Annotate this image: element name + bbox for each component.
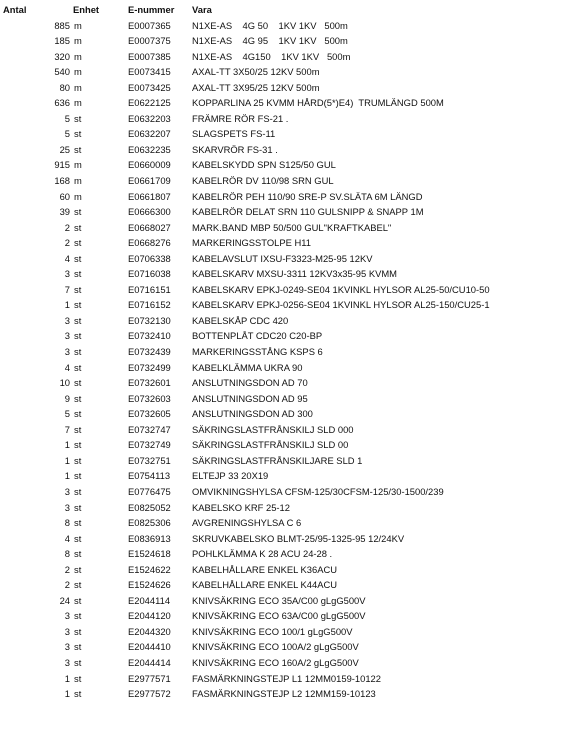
cell-enummer: E0666300 xyxy=(128,206,171,218)
cell-enhet: st xyxy=(74,501,82,513)
cell-enhet: st xyxy=(74,128,82,140)
cell-vara: ANSLUTNINGSDON AD 95 xyxy=(192,392,308,404)
cell-vara: KABELSKARV EPKJ-0249-SE04 1KVINKL HYLSOR AL25-50/CU10-50 xyxy=(192,283,490,295)
cell-enhet: st xyxy=(74,252,82,264)
cell-enhet: st xyxy=(74,377,82,389)
cell-antal: 1 xyxy=(64,470,70,482)
cell-vara: MARKERINGSSTÅNG KSPS 6 xyxy=(192,346,323,358)
cell-enhet: st xyxy=(74,112,82,124)
cell-enhet: m xyxy=(74,81,82,93)
cell-enummer: E2044410 xyxy=(128,641,171,653)
cell-vara: SÄKRINGSLASTFRÅNSKILJARE SLD 1 xyxy=(192,454,363,466)
cell-enummer: E0732751 xyxy=(128,454,171,466)
table-row xyxy=(0,173,568,189)
cell-antal: 24 xyxy=(59,594,70,606)
cell-enhet: st xyxy=(74,517,82,529)
cell-enummer: E2044120 xyxy=(128,610,171,622)
table-header-row xyxy=(0,2,568,18)
cell-enhet: m xyxy=(74,159,82,171)
cell-antal: 2 xyxy=(64,237,70,249)
table-row xyxy=(0,235,568,251)
cell-antal: 4 xyxy=(64,532,70,544)
cell-antal: 3 xyxy=(64,656,70,668)
cell-enummer: E2044114 xyxy=(128,594,171,606)
cell-vara: KNIVSÄKRING ECO 63A/C00 gLgG500V xyxy=(192,610,366,622)
cell-vara: SÄKRINGSLASTFRÅNSKILJ SLD 00 xyxy=(192,439,349,451)
cell-enummer: E1524622 xyxy=(128,563,171,575)
table-row xyxy=(0,593,568,609)
table-row xyxy=(0,142,568,158)
table-row xyxy=(0,220,568,236)
cell-antal: 3 xyxy=(64,314,70,326)
cell-enummer: E0632203 xyxy=(128,112,171,124)
table-row xyxy=(0,157,568,173)
cell-enhet: st xyxy=(74,143,82,155)
table-row xyxy=(0,266,568,282)
cell-antal: 8 xyxy=(64,517,70,529)
cell-antal: 9 xyxy=(64,392,70,404)
cell-enummer: E0825306 xyxy=(128,517,171,529)
cell-antal: 636 xyxy=(54,97,70,109)
cell-enummer: E0632207 xyxy=(128,128,171,140)
table-row xyxy=(0,562,568,578)
table-body xyxy=(0,18,568,702)
cell-antal: 7 xyxy=(64,283,70,295)
cell-enhet: st xyxy=(74,579,82,591)
cell-antal: 39 xyxy=(59,206,70,218)
cell-enhet: st xyxy=(74,563,82,575)
material-list-table xyxy=(0,2,568,702)
table-row xyxy=(0,375,568,391)
cell-vara: FASMÄRKNINGSTEJP L2 12MM159-10123 xyxy=(192,688,376,700)
cell-antal: 3 xyxy=(64,485,70,497)
cell-enhet: st xyxy=(74,439,82,451)
cell-vara: FASMÄRKNINGSTEJP L1 12MM0159-10122 xyxy=(192,672,381,684)
cell-enummer: E0732605 xyxy=(128,408,171,420)
cell-vara: MARK.BAND MBP 50/500 GUL"KRAFTKABEL" xyxy=(192,221,392,233)
table-row xyxy=(0,33,568,49)
cell-vara: KABELSKÅP CDC 420 xyxy=(192,314,289,326)
cell-vara: KABELRÖR PEH 110/90 SRE-P SV.SLÄTA 6M LÄNGD xyxy=(192,190,423,202)
cell-vara: ELTEJP 33 20X19 xyxy=(192,470,269,482)
cell-enhet: st xyxy=(74,548,82,560)
table-row xyxy=(0,577,568,593)
cell-enhet: st xyxy=(74,237,82,249)
cell-antal: 2 xyxy=(64,563,70,575)
table-row xyxy=(0,686,568,702)
cell-enummer: E0732499 xyxy=(128,361,171,373)
cell-enummer: E0622125 xyxy=(128,97,171,109)
table-row xyxy=(0,624,568,640)
cell-enhet: st xyxy=(74,688,82,700)
cell-enhet: st xyxy=(74,283,82,295)
cell-enummer: E0661709 xyxy=(128,175,171,187)
cell-antal: 8 xyxy=(64,548,70,560)
cell-enummer: E0632235 xyxy=(128,143,171,155)
cell-enummer: E0706338 xyxy=(128,252,171,264)
cell-enhet: st xyxy=(74,672,82,684)
cell-antal: 185 xyxy=(54,35,70,47)
column-header-antal: Antal xyxy=(3,4,27,15)
cell-enhet: m xyxy=(74,19,82,31)
cell-antal: 3 xyxy=(64,501,70,513)
table-row xyxy=(0,344,568,360)
cell-antal: 2 xyxy=(64,579,70,591)
cell-enhet: st xyxy=(74,330,82,342)
cell-antal: 168 xyxy=(54,175,70,187)
cell-enhet: st xyxy=(74,361,82,373)
cell-enummer: E2044414 xyxy=(128,656,171,668)
cell-vara: N1XE-AS 4G150 1KV 1KV 500m xyxy=(192,50,351,62)
table-row xyxy=(0,639,568,655)
table-row xyxy=(0,18,568,34)
cell-vara: KABELSKARV EPKJ-0256-SE04 1KVINKL HYLSOR AL25-150/CU25-1 xyxy=(192,299,490,311)
cell-enhet: st xyxy=(74,625,82,637)
cell-enhet: st xyxy=(74,408,82,420)
cell-enummer: E0754113 xyxy=(128,470,171,482)
cell-vara: POHLKLÄMMA K 28 ACU 24-28 . xyxy=(192,548,333,560)
cell-enhet: m xyxy=(74,66,82,78)
cell-enummer: E0716152 xyxy=(128,299,171,311)
cell-enummer: E0073415 xyxy=(128,66,171,78)
column-header-vara: Vara xyxy=(192,4,212,15)
cell-vara: AXAL-TT 3X50/25 12KV 500m xyxy=(192,66,320,78)
cell-antal: 1 xyxy=(64,454,70,466)
cell-enhet: m xyxy=(74,50,82,62)
cell-vara: MARKERINGSSTOLPE H11 xyxy=(192,237,311,249)
table-row xyxy=(0,360,568,376)
cell-antal: 885 xyxy=(54,19,70,31)
cell-antal: 80 xyxy=(59,81,70,93)
table-row xyxy=(0,189,568,205)
cell-enummer: E1524618 xyxy=(128,548,171,560)
cell-vara: N1XE-AS 4G 50 1KV 1KV 500m xyxy=(192,19,348,31)
table-row xyxy=(0,406,568,422)
table-row xyxy=(0,80,568,96)
table-row xyxy=(0,515,568,531)
cell-antal: 2 xyxy=(64,221,70,233)
cell-antal: 3 xyxy=(64,346,70,358)
table-row xyxy=(0,500,568,516)
cell-antal: 10 xyxy=(59,377,70,389)
cell-enummer: E0716151 xyxy=(128,283,171,295)
cell-enhet: st xyxy=(74,314,82,326)
cell-vara: KABELRÖR DELAT SRN 110 GULSNIPP & SNAPP 1M xyxy=(192,206,424,218)
cell-vara: KNIVSÄKRING ECO 160A/2 gLgG500V xyxy=(192,656,359,668)
table-row xyxy=(0,671,568,687)
cell-antal: 540 xyxy=(54,66,70,78)
cell-vara: KOPPARLINA 25 KVMM HÅRD(5*)E4) TRUMLÄNGD 500M xyxy=(192,97,444,109)
cell-vara: AVGRENINGSHYLSA C 6 xyxy=(192,517,302,529)
cell-enummer: E0007365 xyxy=(128,19,171,31)
cell-enummer: E0732603 xyxy=(128,392,171,404)
cell-enummer: E0732439 xyxy=(128,346,171,358)
cell-enummer: E0732747 xyxy=(128,423,171,435)
cell-enummer: E0732601 xyxy=(128,377,171,389)
cell-antal: 4 xyxy=(64,361,70,373)
cell-enummer: E0668027 xyxy=(128,221,171,233)
cell-antal: 1 xyxy=(64,672,70,684)
cell-antal: 915 xyxy=(54,159,70,171)
cell-antal: 3 xyxy=(64,330,70,342)
cell-enhet: st xyxy=(74,423,82,435)
cell-antal: 1 xyxy=(64,439,70,451)
table-row xyxy=(0,111,568,127)
cell-antal: 60 xyxy=(59,190,70,202)
table-row xyxy=(0,313,568,329)
table-row xyxy=(0,453,568,469)
cell-enhet: st xyxy=(74,268,82,280)
cell-vara: SÄKRINGSLASTFRÅNSKILJ SLD 000 xyxy=(192,423,354,435)
cell-vara: KABELAVSLUT IXSU-F3323-M25-95 12KV xyxy=(192,252,373,264)
cell-enummer: E0668276 xyxy=(128,237,171,249)
table-row xyxy=(0,251,568,267)
table-row xyxy=(0,655,568,671)
cell-enhet: st xyxy=(74,485,82,497)
cell-enhet: st xyxy=(74,454,82,466)
cell-vara: KABELHÅLLARE ENKEL K44ACU xyxy=(192,579,338,591)
column-header-enummer: E-nummer xyxy=(128,4,175,15)
cell-antal: 5 xyxy=(64,112,70,124)
cell-vara: KNIVSÄKRING ECO 100A/2 gLgG500V xyxy=(192,641,359,653)
cell-enummer: E2044320 xyxy=(128,625,171,637)
cell-enummer: E0660009 xyxy=(128,159,171,171)
cell-enummer: E0732749 xyxy=(128,439,171,451)
cell-enhet: m xyxy=(74,175,82,187)
cell-enummer: E0007385 xyxy=(128,50,171,62)
cell-enummer: E0825052 xyxy=(128,501,171,513)
cell-vara: KABELSKYDD SPN S125/50 GUL xyxy=(192,159,336,171)
cell-enhet: st xyxy=(74,470,82,482)
cell-vara: ANSLUTNINGSDON AD 300 xyxy=(192,408,313,420)
cell-vara: AXAL-TT 3X95/25 12KV 500m xyxy=(192,81,320,93)
cell-antal: 3 xyxy=(64,625,70,637)
table-row xyxy=(0,422,568,438)
cell-vara: ANSLUTNINGSDON AD 70 xyxy=(192,377,308,389)
cell-enhet: st xyxy=(74,299,82,311)
cell-enhet: st xyxy=(74,594,82,606)
cell-antal: 5 xyxy=(64,408,70,420)
cell-vara: KNIVSÄKRING ECO 100/1 gLgG500V xyxy=(192,625,353,637)
table-row xyxy=(0,328,568,344)
cell-enummer: E2977571 xyxy=(128,672,171,684)
cell-enhet: m xyxy=(74,97,82,109)
cell-enummer: E2977572 xyxy=(128,688,171,700)
cell-antal: 320 xyxy=(54,50,70,62)
cell-vara: FRÄMRE RÖR FS-21 . xyxy=(192,112,289,124)
table-row xyxy=(0,608,568,624)
cell-antal: 1 xyxy=(64,299,70,311)
table-row xyxy=(0,95,568,111)
cell-enhet: st xyxy=(74,221,82,233)
table-row xyxy=(0,468,568,484)
cell-vara: N1XE-AS 4G 95 1KV 1KV 500m xyxy=(192,35,348,47)
table-row xyxy=(0,437,568,453)
table-row xyxy=(0,297,568,313)
cell-enummer: E0661807 xyxy=(128,190,171,202)
cell-vara: KABELRÖR DV 110/98 SRN GUL xyxy=(192,175,334,187)
table-row xyxy=(0,531,568,547)
table-row xyxy=(0,391,568,407)
cell-vara: BOTTENPLÅT CDC20 C20-BP xyxy=(192,330,323,342)
cell-enummer: E0073425 xyxy=(128,81,171,93)
cell-enummer: E1524626 xyxy=(128,579,171,591)
cell-vara: KABELSKO KRF 25-12 xyxy=(192,501,290,513)
table-row xyxy=(0,64,568,80)
cell-antal: 3 xyxy=(64,641,70,653)
cell-vara: SLAGSPETS FS-11 xyxy=(192,128,276,140)
table-row xyxy=(0,546,568,562)
cell-vara: KABELSKARV MXSU-3311 12KV3x35-95 KVMM xyxy=(192,268,397,280)
cell-enhet: m xyxy=(74,35,82,47)
cell-antal: 4 xyxy=(64,252,70,264)
cell-vara: KNIVSÄKRING ECO 35A/C00 gLgG500V xyxy=(192,594,366,606)
cell-antal: 7 xyxy=(64,423,70,435)
cell-enhet: st xyxy=(74,392,82,404)
cell-enummer: E0732130 xyxy=(128,314,171,326)
cell-enhet: st xyxy=(74,532,82,544)
cell-enummer: E0716038 xyxy=(128,268,171,280)
table-row xyxy=(0,204,568,220)
column-header-enhet: Enhet xyxy=(73,4,100,15)
table-row xyxy=(0,126,568,142)
cell-vara: SKARVRÖR FS-31 . xyxy=(192,143,278,155)
cell-vara: KABELKLÄMMA UKRA 90 xyxy=(192,361,303,373)
cell-enhet: st xyxy=(74,641,82,653)
cell-enhet: st xyxy=(74,656,82,668)
cell-vara: SKRUVKABELSKO BLMT-25/95-1325-95 12/24KV xyxy=(192,532,405,544)
cell-antal: 1 xyxy=(64,688,70,700)
cell-enhet: st xyxy=(74,610,82,622)
table-row xyxy=(0,484,568,500)
cell-enhet: st xyxy=(74,346,82,358)
cell-antal: 3 xyxy=(64,268,70,280)
cell-enummer: E0776475 xyxy=(128,485,171,497)
cell-enhet: m xyxy=(74,190,82,202)
table-row xyxy=(0,49,568,65)
cell-antal: 3 xyxy=(64,610,70,622)
cell-antal: 5 xyxy=(64,128,70,140)
cell-enummer: E0732410 xyxy=(128,330,171,342)
cell-vara: KABELHÅLLARE ENKEL K36ACU xyxy=(192,563,338,575)
cell-antal: 25 xyxy=(59,143,70,155)
cell-enhet: st xyxy=(74,206,82,218)
cell-vara: OMVIKNINGSHYLSA CFSM-125/30CFSM-125/30-1500/239 xyxy=(192,485,444,497)
cell-enummer: E0007375 xyxy=(128,35,171,47)
table-row xyxy=(0,282,568,298)
cell-enummer: E0836913 xyxy=(128,532,171,544)
